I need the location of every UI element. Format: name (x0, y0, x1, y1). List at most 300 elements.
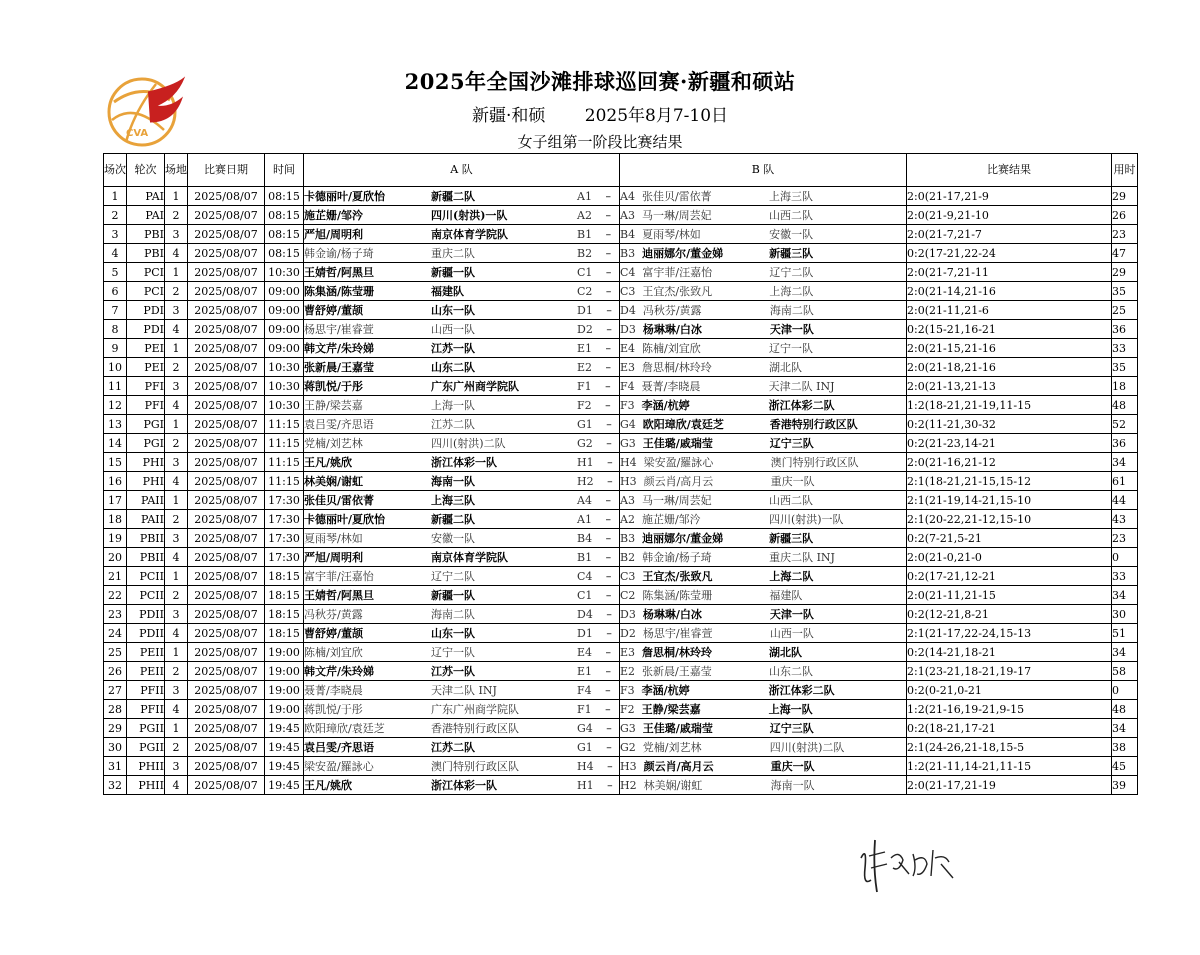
versus-dash: – (601, 379, 611, 393)
team-a-code: A1 (577, 189, 592, 203)
team-b-name: 上海一队 (768, 702, 813, 716)
team-b-name: 浙江体彩二队 (768, 683, 835, 697)
versus-dash: – (602, 721, 612, 735)
team-a-players: 严旭/周明利 (304, 227, 364, 241)
round-code: PFI (127, 377, 165, 396)
court-no: 1 (165, 339, 188, 358)
team-a-name: 广东广州商学院队 (431, 379, 519, 393)
team-b-name: 天津二队 INJ (768, 379, 835, 393)
match-time: 08:15 (265, 206, 304, 225)
team-b-code: F2 (620, 702, 635, 716)
table-row (104, 453, 1138, 472)
versus-dash: – (603, 455, 613, 469)
team-b-name: 上海二队 (769, 284, 814, 298)
team-b-name: 上海三队 (768, 189, 813, 203)
team-a-cell (304, 605, 620, 624)
table-row (104, 339, 1138, 358)
match-date: 2025/08/07 (188, 377, 265, 396)
team-a-code: C1 (577, 265, 593, 279)
team-a-name: 江苏二队 (431, 740, 475, 754)
match-duration: 30 (1112, 605, 1138, 624)
team-a-code: B1 (577, 550, 593, 564)
match-time: 18:15 (265, 567, 304, 586)
match-time: 17:30 (265, 510, 304, 529)
team-a-cell (304, 396, 620, 415)
table-row (104, 491, 1138, 510)
table-row (104, 700, 1138, 719)
match-time: 10:30 (265, 377, 304, 396)
team-b-players: 李涵/杭婷 (641, 398, 690, 412)
team-a-name: 海南二队 (431, 607, 475, 621)
match-result: 0:2(17-21,22-24 (907, 244, 1112, 263)
team-b-players: 林美娴/谢虹 (643, 778, 703, 792)
court-no: 3 (165, 681, 188, 700)
team-b-code: H4 (620, 455, 637, 469)
team-b-cell (620, 757, 907, 776)
team-b-name: 山东二队 (769, 664, 814, 678)
team-b-cell (620, 491, 907, 510)
team-a-name: 江苏一队 (431, 664, 475, 678)
team-b-name: 四川(射洪)二队 (769, 740, 845, 754)
match-time: 18:15 (265, 605, 304, 624)
team-a-name: 海南一队 (431, 474, 475, 488)
versus-dash: – (601, 702, 611, 716)
team-b-name: 四川(射洪)一队 (768, 512, 844, 526)
match-date: 2025/08/07 (188, 453, 265, 472)
versus-dash: – (602, 607, 612, 621)
team-a-name: 江苏二队 (431, 417, 475, 431)
team-a-cell (304, 662, 620, 681)
team-b-cell (620, 301, 907, 320)
match-date: 2025/08/07 (188, 624, 265, 643)
match-duration: 23 (1112, 529, 1138, 548)
versus-dash: – (601, 493, 611, 507)
match-result: 0:2(0-21,0-21 (907, 681, 1112, 700)
team-a-cell (304, 548, 620, 567)
page-title: 2025年全国沙滩排球巡回赛·新疆和硕站 (404, 69, 796, 94)
team-b-code: A4 (620, 189, 635, 203)
team-a-code: H2 (577, 474, 594, 488)
team-a-players: 韩文芹/朱玲娣 (304, 664, 375, 678)
match-date: 2025/08/07 (188, 681, 265, 700)
team-b-players: 王佳璐/戚瑞莹 (642, 436, 713, 450)
team-a-cell (304, 206, 620, 225)
table-row (104, 586, 1138, 605)
team-a-cell (304, 776, 620, 795)
table-header-row (104, 154, 1138, 187)
match-no: 16 (104, 472, 127, 491)
court-no: 2 (165, 434, 188, 453)
match-time: 10:30 (265, 396, 304, 415)
team-a-cell (304, 434, 620, 453)
match-no: 32 (104, 776, 127, 795)
court-no: 3 (165, 529, 188, 548)
team-b-name: 湖北队 (769, 645, 803, 659)
team-a-players: 夏雨琴/林如 (304, 531, 363, 545)
team-b-cell (620, 738, 907, 757)
team-a-players: 冯秋芬/黄露 (304, 607, 363, 621)
team-b-players: 迪丽娜尔/董金娣 (642, 246, 724, 260)
team-b-cell (620, 529, 907, 548)
team-b-name: 山西一队 (769, 626, 814, 640)
match-no: 10 (104, 358, 127, 377)
match-result: 0:2(7-21,5-21 (907, 529, 1112, 548)
versus-dash: – (602, 626, 612, 640)
court-no: 4 (165, 396, 188, 415)
match-no: 31 (104, 757, 127, 776)
versus-dash: – (601, 398, 611, 412)
court-no: 3 (165, 757, 188, 776)
team-a-players: 袁吕雯/齐思语 (304, 417, 374, 431)
team-a-cell (304, 320, 620, 339)
match-no: 13 (104, 415, 127, 434)
match-time: 08:15 (265, 225, 304, 244)
team-a-code: C2 (577, 284, 593, 298)
round-code: PGI (127, 434, 165, 453)
versus-dash: – (602, 265, 612, 279)
match-date: 2025/08/07 (188, 320, 265, 339)
match-result: 2:0(21-11,21-6 (907, 301, 1112, 320)
team-a-code: F1 (577, 702, 592, 716)
versus-dash: – (603, 778, 613, 792)
match-date: 2025/08/07 (188, 339, 265, 358)
header-duration: 用时 (1112, 154, 1138, 187)
round-code: PEI (127, 358, 165, 377)
match-result: 2:1(20-22,21-12,15-10 (907, 510, 1112, 529)
versus-dash: – (602, 303, 612, 317)
match-time: 19:45 (265, 757, 304, 776)
match-no: 29 (104, 719, 127, 738)
team-b-name: 安徽一队 (769, 227, 814, 241)
versus-dash: – (602, 664, 612, 678)
team-a-code: D2 (577, 322, 593, 336)
team-b-code: C2 (620, 588, 636, 602)
match-time: 17:30 (265, 529, 304, 548)
team-b-players: 夏雨琴/林如 (642, 227, 701, 241)
event-dates: 2025年8月7-10日 (584, 106, 729, 126)
table-row (104, 757, 1138, 776)
match-time: 10:30 (265, 358, 304, 377)
match-time: 08:15 (265, 244, 304, 263)
team-b-code: C3 (620, 284, 636, 298)
team-b-code: G4 (620, 417, 636, 431)
team-b-players: 王静/梁芸嘉 (641, 702, 701, 716)
match-time: 19:45 (265, 719, 304, 738)
team-b-cell (620, 415, 907, 434)
round-code: PAII (127, 491, 165, 510)
team-a-code: G1 (577, 417, 593, 431)
team-a-name: 安徽一队 (431, 531, 475, 545)
team-b-cell (620, 434, 907, 453)
versus-dash: – (602, 227, 612, 241)
round-code: PFI (127, 396, 165, 415)
table-row (104, 396, 1138, 415)
match-date: 2025/08/07 (188, 738, 265, 757)
match-result: 1:2(21-16,19-21,9-15 (907, 700, 1112, 719)
match-result: 2:0(21-17,21-9 (907, 187, 1112, 206)
table-row (104, 415, 1138, 434)
court-no: 4 (165, 776, 188, 795)
table-row (104, 681, 1138, 700)
court-no: 3 (165, 301, 188, 320)
match-duration: 34 (1112, 453, 1138, 472)
match-date: 2025/08/07 (188, 187, 265, 206)
match-date: 2025/08/07 (188, 415, 265, 434)
header-match-no: 场次 (104, 154, 127, 187)
team-a-code: H4 (577, 759, 594, 773)
team-b-code: G2 (620, 740, 636, 754)
match-time: 19:00 (265, 681, 304, 700)
versus-dash: – (601, 208, 611, 222)
team-a-cell (304, 453, 620, 472)
court-no: 4 (165, 548, 188, 567)
team-b-code: D3 (620, 322, 636, 336)
match-date: 2025/08/07 (188, 301, 265, 320)
team-b-code: F3 (620, 398, 635, 412)
team-b-name: 新疆三队 (769, 531, 814, 545)
team-b-players: 富宇菲/汪嘉怡 (642, 265, 713, 279)
match-time: 10:30 (265, 263, 304, 282)
round-code: PGII (127, 738, 165, 757)
match-date: 2025/08/07 (188, 529, 265, 548)
match-date: 2025/08/07 (188, 396, 265, 415)
versus-dash: – (601, 189, 611, 203)
team-b-cell (620, 339, 907, 358)
team-b-name: 新疆三队 (769, 246, 814, 260)
match-duration: 61 (1112, 472, 1138, 491)
match-no: 8 (104, 320, 127, 339)
match-no: 18 (104, 510, 127, 529)
round-code: PBI (127, 244, 165, 263)
team-a-code: B2 (577, 246, 593, 260)
team-b-cell (620, 358, 907, 377)
header-result: 比赛结果 (907, 154, 1112, 187)
round-code: PGII (127, 719, 165, 738)
match-result: 2:0(21-7,21-11 (907, 263, 1112, 282)
header-court: 场地 (165, 154, 188, 187)
match-date: 2025/08/07 (188, 244, 265, 263)
team-a-players: 施芷姗/邹汵 (304, 208, 364, 222)
match-result: 1:2(18-21,21-19,11-15 (907, 396, 1112, 415)
team-a-code: A2 (577, 208, 592, 222)
round-code: PBI (127, 225, 165, 244)
court-no: 1 (165, 415, 188, 434)
team-a-name: 南京体育学院队 (431, 227, 508, 241)
table-row (104, 320, 1138, 339)
team-a-code: A4 (577, 493, 592, 507)
versus-dash: – (601, 683, 611, 697)
match-no: 15 (104, 453, 127, 472)
court-no: 2 (165, 662, 188, 681)
team-a-name: 浙江体彩一队 (431, 778, 497, 792)
table-row (104, 662, 1138, 681)
match-no: 7 (104, 301, 127, 320)
match-duration: 51 (1112, 624, 1138, 643)
match-result: 2:0(21-0,21-0 (907, 548, 1112, 567)
match-date: 2025/08/07 (188, 662, 265, 681)
court-no: 4 (165, 700, 188, 719)
match-result: 0:2(15-21,16-21 (907, 320, 1112, 339)
team-b-cell (620, 700, 907, 719)
team-b-name: 山西二队 (768, 208, 813, 222)
team-a-cell (304, 263, 620, 282)
match-date: 2025/08/07 (188, 757, 265, 776)
versus-dash: – (602, 645, 612, 659)
header-time: 时间 (265, 154, 304, 187)
team-b-code: E3 (620, 645, 636, 659)
team-a-players: 蒋凯悦/于彤 (304, 702, 363, 716)
team-b-name: 辽宁一队 (769, 341, 814, 355)
team-b-code: H3 (620, 474, 637, 488)
match-duration: 34 (1112, 586, 1138, 605)
match-date: 2025/08/07 (188, 225, 265, 244)
match-no: 2 (104, 206, 127, 225)
team-b-cell (620, 776, 907, 795)
match-result: 2:1(21-17,22-24,15-13 (907, 624, 1112, 643)
round-code: PEII (127, 643, 165, 662)
match-date: 2025/08/07 (188, 472, 265, 491)
team-b-code: C3 (620, 569, 636, 583)
team-b-players: 杨琳琳/白冰 (642, 322, 702, 336)
team-a-code: B4 (577, 531, 593, 545)
round-code: PHI (127, 472, 165, 491)
match-date: 2025/08/07 (188, 605, 265, 624)
team-b-players: 张新晨/王嘉莹 (642, 664, 712, 678)
versus-dash: – (603, 759, 613, 773)
team-a-cell (304, 643, 620, 662)
match-no: 14 (104, 434, 127, 453)
team-b-code: A3 (620, 208, 635, 222)
team-b-cell (620, 643, 907, 662)
match-time: 19:00 (265, 662, 304, 681)
match-duration: 0 (1112, 548, 1138, 567)
team-b-code: A3 (620, 493, 635, 507)
team-a-cell (304, 187, 620, 206)
match-date: 2025/08/07 (188, 206, 265, 225)
team-b-players: 韩金谕/杨子琦 (642, 550, 712, 564)
match-time: 17:30 (265, 491, 304, 510)
match-time: 19:00 (265, 700, 304, 719)
team-a-name: 新疆二队 (431, 512, 475, 526)
team-b-players: 陈集涵/陈莹珊 (642, 588, 713, 602)
versus-dash: – (602, 740, 612, 754)
team-a-code: F4 (577, 683, 592, 697)
match-time: 11:15 (265, 472, 304, 491)
round-code: PDII (127, 605, 165, 624)
team-a-name: 福建队 (431, 284, 464, 298)
match-duration: 33 (1112, 567, 1138, 586)
match-duration: 48 (1112, 396, 1138, 415)
team-b-players: 马一琳/周芸妃 (641, 493, 712, 507)
team-a-code: G4 (577, 721, 593, 735)
team-a-players: 袁吕雯/齐思语 (304, 740, 375, 754)
round-code: PCI (127, 282, 165, 301)
match-no: 24 (104, 624, 127, 643)
match-no: 23 (104, 605, 127, 624)
court-no: 4 (165, 320, 188, 339)
court-no: 3 (165, 453, 188, 472)
team-a-code: D1 (577, 303, 593, 317)
team-b-cell (620, 187, 907, 206)
court-no: 4 (165, 624, 188, 643)
team-a-code: D4 (577, 607, 593, 621)
match-result: 0:2(14-21,18-21 (907, 643, 1112, 662)
match-result: 2:0(21-16,21-12 (907, 453, 1112, 472)
team-a-code: E1 (577, 664, 593, 678)
match-no: 19 (104, 529, 127, 548)
match-duration: 23 (1112, 225, 1138, 244)
team-b-name: 辽宁三队 (769, 721, 814, 735)
versus-dash: – (602, 531, 612, 545)
match-result: 0:2(18-21,17-21 (907, 719, 1112, 738)
court-no: 1 (165, 567, 188, 586)
team-a-players: 陈楠/刘宜欣 (304, 645, 363, 659)
team-b-name: 辽宁三队 (769, 436, 814, 450)
round-code: PDI (127, 301, 165, 320)
team-b-players: 党楠/刘艺林 (642, 740, 702, 754)
header-date: 比赛日期 (188, 154, 265, 187)
team-a-code: D1 (577, 626, 593, 640)
match-duration: 0 (1112, 681, 1138, 700)
team-b-name: 海南二队 (769, 303, 814, 317)
table-row (104, 738, 1138, 757)
match-duration: 36 (1112, 320, 1138, 339)
team-b-players: 颜云肖/高月云 (643, 474, 714, 488)
team-b-code: B4 (620, 227, 636, 241)
table-row (104, 282, 1138, 301)
match-date: 2025/08/07 (188, 358, 265, 377)
team-a-cell (304, 491, 620, 510)
team-a-players: 王静/梁芸嘉 (304, 398, 363, 412)
team-b-code: F4 (620, 379, 635, 393)
team-a-cell (304, 567, 620, 586)
header-round: 轮次 (127, 154, 165, 187)
versus-dash: – (603, 474, 613, 488)
table-row (104, 263, 1138, 282)
match-no: 12 (104, 396, 127, 415)
team-a-cell (304, 225, 620, 244)
team-a-name: 新疆一队 (431, 588, 475, 602)
team-b-cell (620, 662, 907, 681)
table-row (104, 206, 1138, 225)
team-b-players: 李涵/杭婷 (641, 683, 690, 697)
table-row (104, 643, 1138, 662)
team-b-name: 香港特别行政区队 (769, 417, 858, 431)
match-result: 2:0(21-15,21-16 (907, 339, 1112, 358)
court-no: 2 (165, 738, 188, 757)
team-b-cell (620, 320, 907, 339)
court-no: 4 (165, 472, 188, 491)
stage-title: 女子组第一阶段比赛结果 (517, 133, 683, 151)
team-a-name: 天津二队 INJ (431, 683, 497, 697)
match-time: 11:15 (265, 415, 304, 434)
team-b-code: B3 (620, 246, 636, 260)
match-date: 2025/08/07 (188, 263, 265, 282)
match-duration: 29 (1112, 187, 1138, 206)
team-b-cell (620, 510, 907, 529)
match-date: 2025/08/07 (188, 510, 265, 529)
match-time: 19:00 (265, 643, 304, 662)
match-result: 2:1(18-21,21-15,15-12 (907, 472, 1112, 491)
match-time: 19:45 (265, 738, 304, 757)
team-b-code: E3 (620, 360, 636, 374)
team-a-cell (304, 244, 620, 263)
match-no: 4 (104, 244, 127, 263)
team-a-cell (304, 757, 620, 776)
team-a-cell (304, 586, 620, 605)
team-a-name: 新疆一队 (431, 265, 475, 279)
match-no: 1 (104, 187, 127, 206)
